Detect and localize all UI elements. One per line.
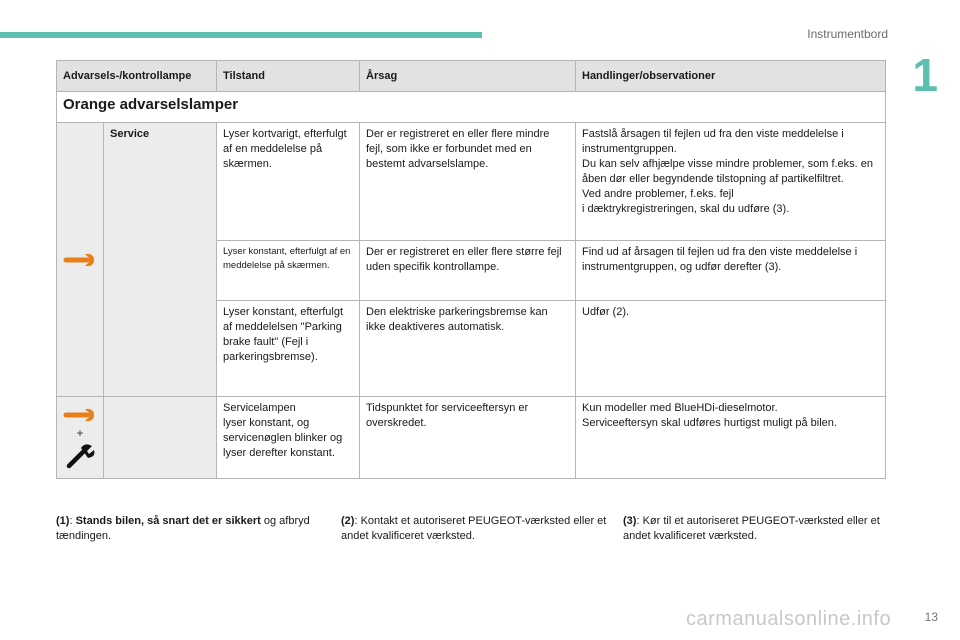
fn3-ref: (3) (623, 515, 637, 527)
section-title: Instrumentbord (807, 27, 888, 41)
header-accent-bar (0, 32, 482, 38)
footnote-3 (623, 514, 893, 544)
plus-sign: + (76, 426, 84, 440)
row4-action: Kun modeller med BlueHDi-dieselmotor. Serviceeftersyn skal udføres hurtigst muligt på bilen. (576, 397, 886, 479)
table-header-row (57, 61, 886, 92)
row3-action: Udfør (2). (576, 301, 886, 397)
fn3-text: : Kør til et autoriseret PEUGEOT-værksted eller et andet kvalificeret værksted. (623, 515, 880, 542)
fn1-rest: og afbryd tændingen. (56, 515, 310, 542)
row3-state: Lyser konstant, efterfulgt af meddelelsen "Parking brake fault" (Fejl i parkeringsbremse). (217, 301, 360, 397)
wrench-icon (65, 443, 95, 469)
section-row (57, 92, 886, 123)
chapter-number: 1 (912, 49, 938, 101)
watermark: carmanualsonline.info (686, 608, 892, 630)
row2-cause: Der er registreret en eller flere større fejl uden specifik kontrollampe. (360, 241, 576, 301)
col-header-action: Handlinger/observationer (576, 61, 886, 92)
warning-lamps-table (56, 60, 886, 479)
row1-action: Fastslå årsagen til fejlen ud fra den viste meddelelse i instrumentgruppen. Du kan selv afhjælpe visse mindre problemer, som f.eks. en åben dør eller begyndende tilstopning af partikelfiltret. Ved andre problemer, f.eks. fejl i dæktrykregistreringen, skal du udføre (3). (576, 123, 886, 241)
col-header-cause: Årsag (360, 61, 576, 92)
fn2-ref: (2) (341, 515, 355, 527)
lamp-icon-cell (57, 123, 104, 397)
col-header-lamp: Advarsels-/kontrollampe (57, 61, 217, 92)
col-header-state: Tilstand (217, 61, 360, 92)
fn1-bold: Stands bilen, så snart det er sikkert (75, 515, 261, 527)
row3-cause: Den elektriske parkeringsbremse kan ikke deaktiveres automatisk. (360, 301, 576, 397)
row2-action: Find ud af årsagen til fejlen ud fra den viste meddelelse i instrumentgruppen, og udfør derefter (3). (576, 241, 886, 301)
row2-state: Lyser konstant, efterfulgt af en meddelelse på skærmen. (217, 241, 360, 301)
footnote-1: (1): Stands bilen, så snart det er sikkert og afbryd tændingen. (56, 515, 310, 542)
section-heading: Orange advarselslamper (57, 92, 886, 123)
status-service: Service (104, 123, 217, 397)
row4-cause: Tidspunktet for serviceeftersyn er overskredet. (360, 397, 576, 479)
row1-cause: Der er registreret en eller flere mindre fejl, som ikke er forbundet med en bestemt advarselslampe. (360, 123, 576, 241)
footnote-2 (341, 514, 611, 544)
table-row (57, 397, 886, 479)
wrench-icon (63, 406, 97, 424)
row4-state: Servicelampen lyser konstant, og servicenøglen blinker og lyser derefter konstant. (217, 397, 360, 479)
lamp-icon-cell-2 (57, 397, 104, 479)
table-row (57, 123, 886, 241)
wrench-icon (63, 250, 97, 270)
page-number: 13 (924, 610, 938, 624)
status-empty (104, 397, 217, 479)
fn1-ref: (1) (56, 515, 70, 527)
row1-state: Lyser kortvarigt, efterfulgt af en meddelelse på skærmen. (217, 123, 360, 241)
fn2-text: : Kontakt et autoriseret PEUGEOT-værksted eller et andet kvalificeret værksted. (341, 515, 607, 542)
